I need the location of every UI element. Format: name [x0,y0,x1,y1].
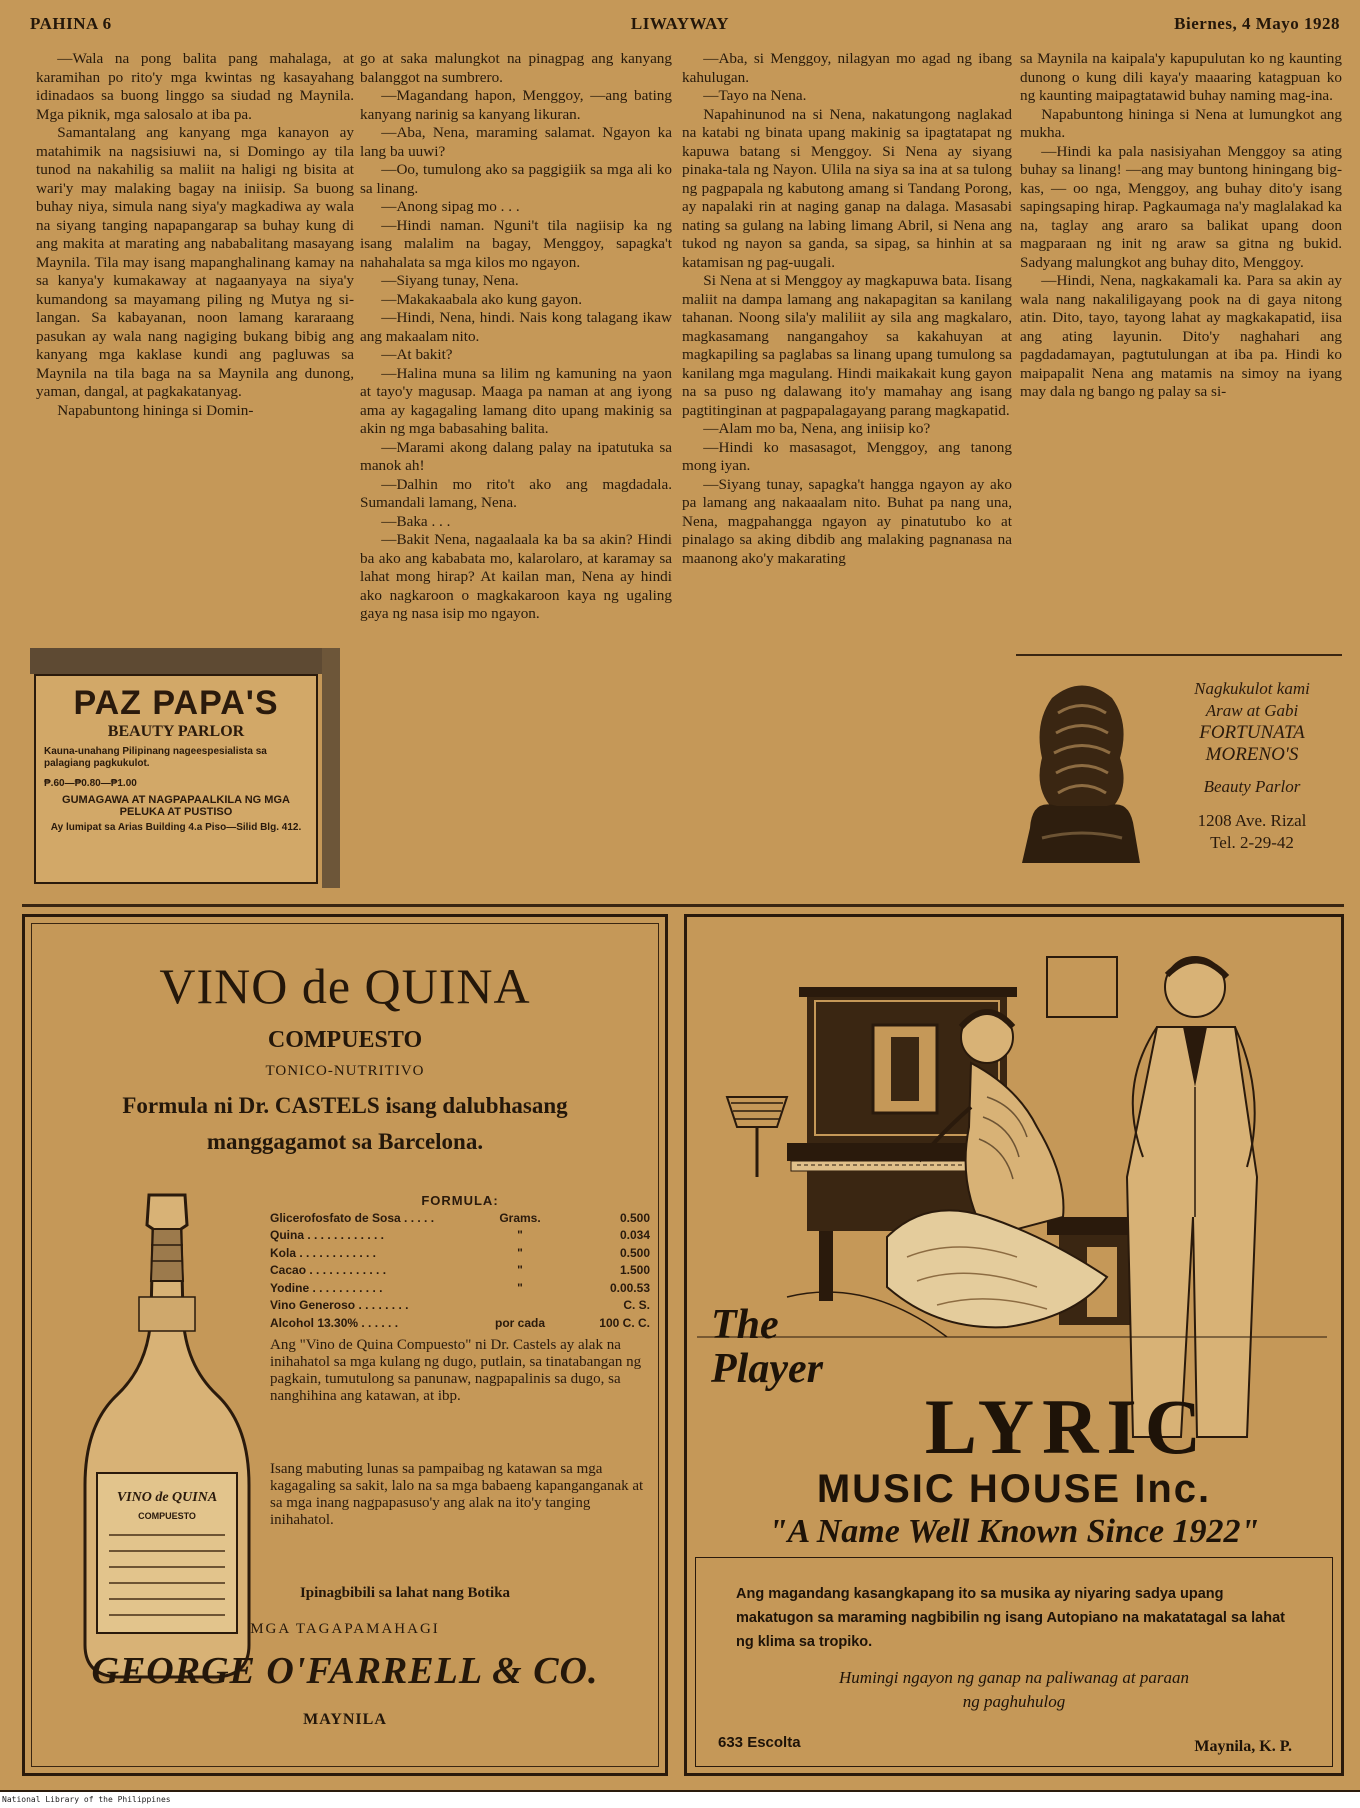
article-paragraph: —Hindi naman. Nguni't tila nagiisip ka ng isang malalim na bagay, Menggoy, sapagka't nahahalata sa mga kilos mo ngayon. [360,216,672,271]
formula-ingredient: Kola . . . . . . . . . . . . [270,1245,377,1260]
formula-ingredient: Quina . . . . . . . . . . . . [270,1228,385,1242]
article-paragraph: —Aba, si Menggoy, nilagyan mo agad ng ibang kahulugan. [682,50,1012,86]
formula-quantity: 0.00.53 [609,1280,650,1295]
ad-lyric-request-2: ng paghuhulog [962,1692,1066,1711]
ad-vino-distributors-label: MGA TAGAPAMAHAGI [250,1621,440,1637]
ad-box-side-shade [322,648,340,888]
formula-ingredient: Alcohol 13.30% . . . . . . [270,1315,399,1330]
article-paragraph: —Marami akong dalang palay na ipatutuka sa manok ah! [360,438,672,474]
ad-lyric-music-house [684,914,1344,1776]
formula-quantity: 0.500 [619,1245,650,1260]
article-paragraph: —At bakit? [381,346,453,363]
formula-row [270,1297,650,1315]
article-paragraph: —Hindi ka pala nasisiyahan Menggoy sa ating buhay sa linang! —ang may buntong hiningang bigkas, — oo nga, Menggoy, ang buhay dito'y isang sapingsaping hirap. Pagkaumaga na'y maglalakad ka na, taglay ang araro sa balikat upang doon magparaan ng init ng araw sa gitna ng bukid. Sadyang malungkot ang buhay dito, Menggoy. [1020,142,1342,271]
ad-box-top-shade [30,648,340,674]
ad-lyric-address: 633 Escolta [718,1734,801,1751]
formula-row [270,1262,650,1280]
article-paragraph: —Wala na pong balita pang mahalaga, at karamihan po rito'y mga kwintas ng kasayahang idinadaos sa buong linggo sa siudad ng Maynila. Mga piknik, mga salosalo at iba pa. [36,50,354,123]
article-paragraph: —Tayo na Nena. [703,87,807,104]
article-paragraph: Samantalang ang kanyang mga kanayon ay matahimik na nagsisiuwi na, si Domingo ay tila tunod na nakahilig sa maliit na haligi ng bisita at wari'y may malaking bagay na iniisip. Sa buong buhay niya, simula nang siya'y magkadiwa ay wala na siyang tanging napapangarap sa buhay kung di ang makita at marating ang nababalitang masayang Maynila. Tila may isang mapanghalinang kamay na sa kanya'y kumakaway at nagaanyaya na siya'y kumandong sa mayamang piling ng Mutya ng silangan. Sa kabayanan, noon lamang kararaang pasukan ay wala nang nagiging bukang bibig ang kanyang mga kaklase kundi ang pagluwas sa Maynila na tila baga na sa Maynila ang dunong, yaman, dangal, at pagkakatanyag. [36,124,354,400]
formula-quantity: 100 C. C. [599,1315,650,1330]
formula-row [270,1280,650,1298]
ad-vino-formula-line1: Formula ni Dr. CASTELS isang dalubhasang [122,1093,568,1118]
masthead: LIWAYWAY [630,14,730,33]
formula-unit: " [517,1280,523,1295]
article-paragraph: —Siyang tunay, sapagka't hangga ngayon ay ako pa lamang ang nakaaalam nito. Buhat pa nang una, Nena, magpahangga ngayon ay pinatutubo ko at pinalago sa aking dibdib ang malaking pagnanasa na maanong ako'y makarating [682,475,1012,567]
article-paragraph: —Halina muna sa lilim ng kamuning na yaon at tayo'y magusap. Maaga pa naman at ang iyong ama ay kagagaling lamang dito upang makinig sa akin ng mga babasahing balita. [360,364,672,437]
ad-lyric-player: Player [711,1346,823,1392]
formula-table [270,1192,650,1332]
article-column-2 [360,50,672,624]
ad-lyric-the: The [711,1302,779,1348]
ad-vino-title: VINO de QUINA [159,958,531,1014]
article-paragraph: —Hindi, Nena, hindi. Nais kong talagang ikaw ang makaalam nito. [360,309,672,345]
ad-paz-address: Ay lumipat sa Arias Building 4.a Piso—Silid Blg. 412. [50,822,302,833]
column-rule [1016,654,1342,656]
formula-row [270,1315,650,1333]
formula-quantity: 0.500 [619,1210,650,1225]
ad-vino-subtitle: COMPUESTO [267,1027,423,1053]
ad-fortunata-address: 1208 Ave. Rizal [1197,811,1307,830]
article-column-3 [682,50,1012,568]
article-paragraph: sa Maynila na kaipala'y kapupulutan ko ng kaunting dunong o kung dili kaya'y maaaring katagpuan ko ng kaunting maipagtatawid buhay naming mag-ina. [1020,50,1342,104]
article-paragraph: Napabuntong hininga si Domin- [57,401,254,419]
article-paragraph: —Dalhin mo rito't ako ang magdadala. Sumandali lamang, Nena. [360,475,672,511]
ad-lyric-house: MUSIC HOUSE Inc. [816,1467,1212,1511]
formula-quantity: C. S. [623,1298,650,1312]
article-paragraph: —Alam mo ba, Nena, ang iniisip ko? [703,420,931,437]
article-paragraph: —Siyang tunay, Nena. [381,272,519,289]
formula-unit [470,1297,570,1315]
article-paragraph: —Hindi ko masasagot, Menggoy, ang tanong mong iyan. [682,438,1012,474]
issue-date: Biernes, 4 Mayo 1928 [1174,14,1340,33]
ad-fortunata-tel: Tel. 2-29-42 [1210,833,1294,852]
ad-vino-city: MAYNILA [303,1711,387,1728]
article-column-4 [1020,50,1342,402]
ad-vino-formula-line2: manggagamot sa Barcelona. [206,1129,484,1154]
formula-ingredient: Vino Generoso . . . . . . . . [270,1298,409,1312]
ad-fortunata-kind: Beauty Parlor [1203,777,1301,796]
ad-vino-sold: Ipinagbibili sa lahat nang Botika [299,1585,511,1601]
article-paragraph: —Anong sipag mo . . . [381,198,520,215]
formula-unit: " [517,1228,523,1242]
formula-row [270,1245,650,1263]
formula-unit: " [517,1263,523,1277]
article-paragraph: —Hindi, Nena, nagkakamali ka. Para sa akin ay wala nang nakaliligayang pook na di gaya nitong atin. Dito, tayo, tayong lahat ay magkakapatid, iisa ang ating layunin. Dito'y naghahari ang pagdadamayan, pagtutulungan at iba pa. Hindi ko maipapalit Nena ang matamis na simoy na iyang may dala ng bango ng palay sa si- [1020,272,1342,400]
ad-fortunata-text [1162,678,1342,854]
ad-paz-subtitle: BEAUTY PARLOR [107,723,245,740]
bottle-label-subtitle: COMPUESTO [138,1511,196,1521]
ad-paz-name: PAZ PAPA'S [73,684,279,722]
ad-vino-description: Ang "Vino de Quina Compuesto" ni Dr. Castels ay alak na inihahatol sa mga kulang ng dugo, putlain, sa tinatabangan ng pagkain, tumutulong sa panunaw, nagpapalinis sa dugo, sa nanghihina ang katawan, at ibp. [270,1337,642,1404]
bottle-label-title: VINO de QUINA [116,1490,218,1505]
ad-fortunata-line2: Araw at Gabi [1205,701,1299,720]
formula-row [270,1210,650,1228]
formula-unit: Grams. [499,1210,541,1225]
ad-fortunata [1012,668,1342,878]
ad-paz-tagline: Kauna-unahang Pilipinang nageespesialista sa palagiang pagkukulot. [44,746,267,769]
article-paragraph: —Magandang hapon, Menggoy, —ang bating kanyang narinig sa kanyang likuran. [360,87,672,123]
bottle-illustration [77,1185,257,1685]
library-credit: National Library of the Philippines [0,1792,1360,1808]
ad-fortunata-name2: MORENO'S [1205,744,1299,765]
ad-vino-distributor: GEORGE O'FARRELL & CO. [91,1650,599,1692]
ad-lyric-request: Humingi ngayon ng ganap na paliwanag at paraan [839,1668,1189,1687]
formula-ingredient: Cacao . . . . . . . . . . . . [270,1263,387,1277]
article-paragraph: —Aba, Nena, maraming salamat. Ngayon ka lang ba uuwi? [360,124,672,160]
formula-quantity: 0.034 [619,1228,650,1242]
section-rule [22,904,1344,907]
formula-quantity: 1.500 [619,1263,650,1277]
page-number: PAHINA 6 [30,14,112,33]
article-paragraph: Si Nena at si Menggoy ay magkapuwa bata. Iisang maliit na dampa lamang ang nakapagitan sa kanilang tahanan. Noong sila'y maliliit ay sila ang magkalaro, magkasamang nangangahoy sa kakahuyan at magkapiling sa paglabas sa linang upang tumulong sa kanilang mga magulang. Hindi maikakait kung gayon na sa puso ng dalawang ito'y mamahay ang isang pagtitinginan at pagpapalagayang parang magkapatid. [682,272,1012,419]
ad-vino-remedy: Isang mabuting lunas sa pampaibag ng katawan sa mga kagagaling sa sakit, lalo na sa mga babaeng kapanganganak at sa mga inang nagpapasuso'y ang alak na ito'y tanging inihahatol. [270,1461,644,1528]
article-paragraph: —Oo, tumulong ako sa paggigiik sa mga ali ko sa linang. [360,161,672,197]
ad-paz-papas [30,648,340,888]
article-column-1 [36,50,354,420]
ad-lyric-body: Ang magandang kasangkapang ito sa musika ay niyaring sadya upang makatugon sa maraming nagbibilin ng isang Autopiano na makatatagal sa lahat ng klima sa tropiko. [736,1586,1285,1650]
article-paragraph: Napahinunod na si Nena, nakatungong naglakad na katabi ng binata upang makinig sa ipagtatapat ng kapuwa batang si Menggoy. Si Nena ay siyang pinaka-tala ng Nayon. Ulila na siya sa ina at sa tulong ng pagpapala ng kabutong amang si Tandang Porong, ay napalaki rin at naging ganap na dalaga. Masasabi nating sa gulang na labing limang Abril, si Nena ang tukod ng nayon sa ganda, sa sipag, sa hinhin at sa katamisan ng pag-uugali. [682,105,1012,271]
ad-fortunata-line1: Nagkukulot kami [1194,679,1310,698]
formula-ingredient: Yodine . . . . . . . . . . . [270,1280,383,1295]
article-paragraph: —Makakaabala ako kung gayon. [381,290,583,308]
formula-unit: " [517,1245,523,1260]
ad-fortunata-name1: FORTUNATA [1199,722,1305,743]
ad-lyric-slogan: "A Name Well Known Since 1922" [768,1513,1260,1550]
ad-lyric-brand: LYRIC [924,1383,1210,1470]
formula-title: FORMULA: [421,1193,499,1208]
article-paragraph: go at saka malungkot na pinagpag ang kanyang balanggot na sumbrero. [360,50,672,86]
ad-lyric-city: Maynila, K. P. [1194,1738,1292,1755]
hairdo-illustration [1012,678,1150,868]
formula-unit: por cada [494,1315,545,1330]
article-paragraph: Napabuntong hininga si Nena at lumungkot ang mukha. [1020,105,1342,141]
ad-lyric-info-box [695,1557,1333,1767]
article-paragraph: —Bakit Nena, nagaalaala ka ba sa akin? Hindi ba ako ang kababata mo, kalarolaro, at karamay sa lahat mong hirap? At kailan man, Nena ay hindi ako nagkaroon o magkakaroon kaya ng ugaling gaya ng nasa isip mo ngayon. [360,531,672,622]
ad-paz-panel [34,674,318,884]
ad-paz-prices: ₱.60—₱0.80—₱1.00 [44,778,137,789]
ad-paz-service: GUMAGAWA AT NAGPAPAALKILA NG MGA PELUKA AT PUSTISO [62,794,290,818]
formula-ingredient: Glicerofosfato de Sosa . . . . . [270,1210,435,1225]
ad-vino-de-quina [22,914,668,1776]
ad-vino-tagline: TONICO-NUTRITIVO [265,1063,425,1079]
formula-row [270,1227,650,1245]
article-paragraph: —Baka . . . [381,512,451,530]
